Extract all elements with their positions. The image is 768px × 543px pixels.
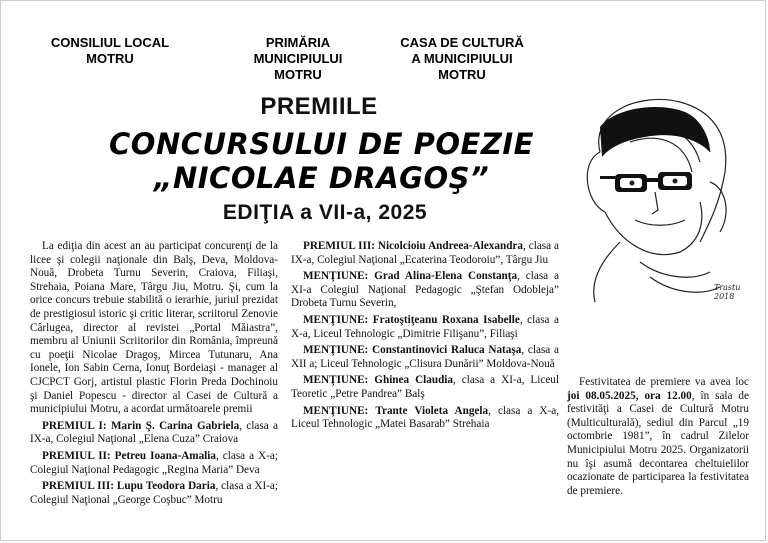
prize-winner: Ghinea Claudia xyxy=(374,374,454,387)
column-left xyxy=(30,240,278,510)
org1-line1: CONSILIUL LOCAL xyxy=(50,35,170,50)
prize-winner: Lupu Teodora Daria xyxy=(116,480,216,493)
prize-details: , clasa a IX-a, Colegiul Naţional „Ecaterina Teodoroiu”, Târgu Jiu xyxy=(291,240,560,266)
signature-name: Trastu xyxy=(714,283,741,292)
prize-label: PREMIUL III: xyxy=(303,240,375,252)
mention-item xyxy=(291,270,559,311)
prize-label: MENŢIUNE: xyxy=(303,344,369,357)
prize-details: , clasa a XI-a, Liceul Teoretic „Petre Pandrea” Balş xyxy=(291,374,559,400)
org-casa-de-cultura xyxy=(382,35,542,83)
prize-details: , clasa a XII a; Liceul Tehnologic „Clisura Dunării” Moldova-Nouă xyxy=(291,344,560,370)
org2-line3: MOTRU xyxy=(274,67,322,82)
festivity-text-start: Festivitatea de premiere va avea loc xyxy=(579,376,749,388)
prize-label: MENŢIUNE: xyxy=(303,270,369,283)
festivity-date: joi 08.05.2025, ora 12.00 xyxy=(567,389,692,402)
prize-winner: Nicolcioiu Andreea-Alexandra xyxy=(377,240,523,252)
prize-winner: Trante Violeta Angela xyxy=(375,404,489,417)
prize-label: PREMIUL III: xyxy=(42,480,114,493)
prize-item xyxy=(30,480,278,507)
prize-winner: Constantinovici Raluca Nataşa xyxy=(372,344,522,357)
title-concursului: CONCURSULUI DE POEZIE xyxy=(109,127,534,161)
org3-line1: CASA DE CULTURĂ xyxy=(400,35,524,50)
prize-details: , clasa a X-a; Colegiul Naţional Pedagogic „Regina Maria” Deva xyxy=(30,449,278,476)
prize-details: , clasa a XI-a; Colegiul Naţional „George Coşbuc” Motru xyxy=(30,480,279,506)
portrait-illustration xyxy=(560,92,740,312)
org2-line1: PRIMĂRIA xyxy=(265,35,331,50)
prize-item xyxy=(291,240,559,267)
org2-line2: MUNICIPIULUI xyxy=(253,51,343,66)
column-right xyxy=(567,376,749,501)
prize-winner: Marin Ş. Carina Gabriela xyxy=(110,419,240,432)
org1-line2: MOTRU xyxy=(86,51,134,66)
column-middle xyxy=(291,240,559,435)
prize-label: MENŢIUNE: xyxy=(303,374,369,387)
mention-item xyxy=(291,344,559,371)
title-nicolae-dragos: „NICOLAE DRAGOŞ” xyxy=(153,161,490,195)
signature-year: 2018 xyxy=(714,292,735,301)
prize-winner: Grad Alina-Elena Constanţa xyxy=(374,270,518,283)
prize-winner: Fratoştiţeanu Roxana Isabelle xyxy=(372,313,520,326)
org-consiliul-local xyxy=(40,35,180,67)
prize-winner: Petreu Ioana-Amalia xyxy=(114,449,216,462)
prize-details: , clasa a IX-a, Colegiul Naţional „Elena Cuza” Craiova xyxy=(30,419,279,446)
portrait-signature xyxy=(714,283,740,301)
prize-item xyxy=(30,450,278,477)
prize-details: , clasa a X-a, Liceul Tehnologic „Dimitrie Filişanu”, Filiaşi xyxy=(291,313,559,340)
festivity-text-end: , în sala de festivităţi a Casei de Cultură Motru (Multiculturală), sediul din Parcul „19 octombrie 1981”, în cadrul Zilelor Municipiului Motru 2025. Organizatorii nu îşi asumă decontarea cheltuielilor ocazionate de participarea la festivitatea de premiere. xyxy=(567,389,749,497)
org3-line2: A MUNICIPIULUI xyxy=(411,51,513,66)
mention-item xyxy=(291,314,559,341)
prize-item xyxy=(30,420,278,447)
mention-item xyxy=(291,374,559,401)
prize-label: MENŢIUNE: xyxy=(303,313,369,326)
festivity-paragraph xyxy=(567,376,749,498)
prize-label: PREMIUL II: xyxy=(42,449,111,462)
prize-label: PREMIUL I: xyxy=(42,419,107,432)
prize-details: , clasa a X-a, Liceul Tehnologic „Matei Basarab” Strehaia xyxy=(291,404,559,431)
org-primaria xyxy=(228,35,368,83)
org3-line3: MOTRU xyxy=(438,67,486,82)
prize-details: , clasa a XI-a Colegiul Naţional Pedagogic „Ştefan Odobleja” Drobeta Turnu Severin, xyxy=(291,270,560,310)
intro-paragraph: La ediţia din acest an au participat concurenţi de la licee şi colegii naţionale din Balş, Deva, Moldova-Nouă, Drobeta Turnu Severin, Craiova, Filiaşi, Strehaia, Poiana Mare, Târgu Jiu, Motru. Şi, cum la orice concurs trebuie stabilită o ierarhie, juriul prezidat de prestigiosul istoric şi critic literar, scriitorul Zenovie Cârlugea, director al revistei „Portal Măiastra”, membru al Uniunii Scriitorilor din România, împreună cu poeţii Nicolae Dragoş, Mircea Tutunaru, Ana Ionele, Ion Sabin Cerna, Ionuţ Bordeiaşi - manager al CJCPCT Gorj, artistul plastic Florin Preda Dochinoiu şi Daniel Popescu - director al Casei de Cultură a municipiului Motru, a acordat următoarele premii xyxy=(30,240,278,416)
title-editia: EDIŢIA a VII-a, 2025 xyxy=(222,201,428,224)
title-premiile: PREMIILE xyxy=(260,93,378,120)
prize-label: MENŢIUNE: xyxy=(303,404,369,417)
mention-item xyxy=(291,405,559,432)
